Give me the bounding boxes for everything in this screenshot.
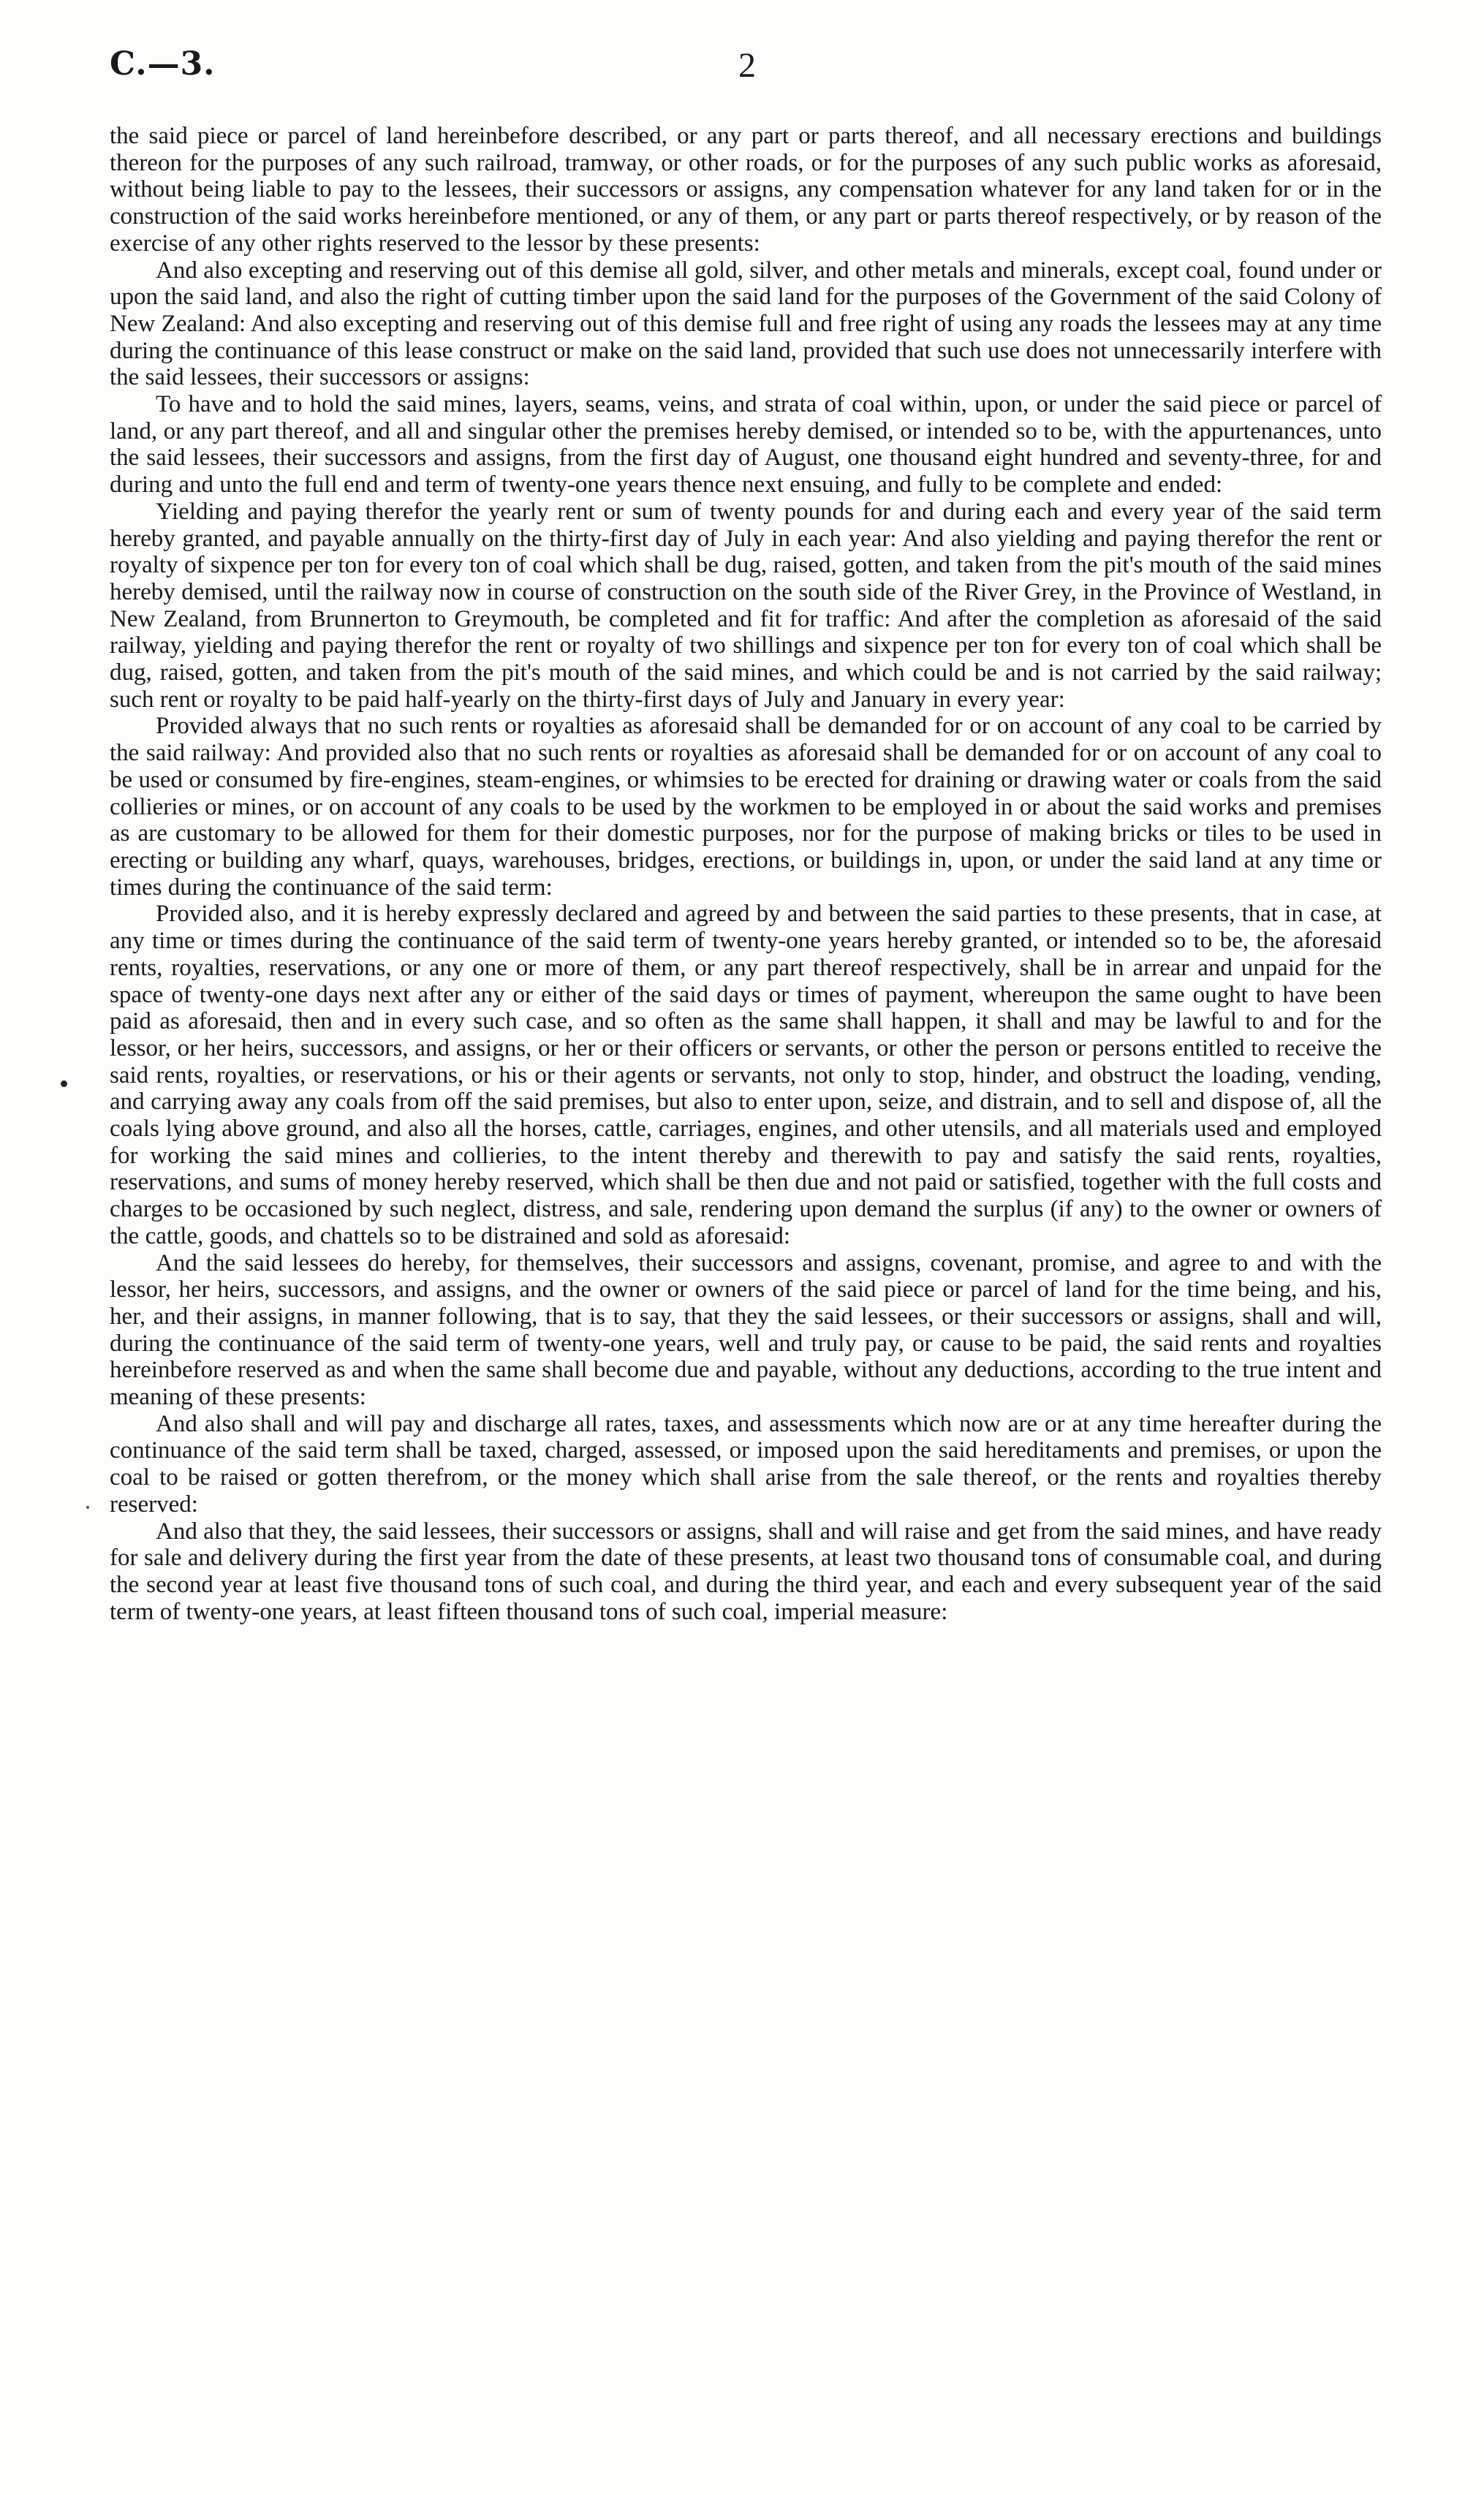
page-number: 2 [738,46,756,85]
margin-dot-mark [61,1080,67,1087]
document-code: C.—3. [110,45,216,83]
paragraph-rates-taxes: And also shall and will pay and discharge all rates, taxes, and assessments which now are or at any time hereafter during the continuance of the said term shall be taxed, charged, assessed, or imposed upon the said hereditaments and premises, or upon the coal to be raised or gotten therefrom, or the money which shall arise from the sale thereof, or the rents and royalties thereby reserved: [110,1410,1382,1518]
page-header [110,45,1382,96]
paragraph-royalty-exemptions: Provided always that no such rents or royalties as aforesaid shall be demanded for or on account of any coal to be carried by the said railway: And provided also that no such rents or royalties as aforesaid shall be demanded for or on account of any coal to be used or consumed by fire-engines, steam-engines, or whimsies to be erected for draining or drawing water or coals from the said collieries or mines, or on account of any coals to be used by the workmen to be employed in or about the said works and premises as are customary to be allowed for them for their domestic purposes, nor for the purpose of making bricks or tiles to be used in erecting or building any wharf, quays, warehouses, bridges, erections, or buildings in, upon, or under the said land at any time or times during the continuance of the said term: [110,713,1382,901]
paragraph-rent-royalty: Yielding and paying therefor the yearly rent or sum of twenty pounds for and during each and every year of the said term hereby granted, and payable annually on the thirty-first day of July in each year: And also yielding and paying therefor the rent or royalty of sixpence per ton for every ton of coal which shall be dug, raised, gotten, and taken from the pit's mouth of the said mines hereby demised, until the railway now in course of construction on the south side of the River Grey, in the Province of Westland, in New Zealand, from Brunnerton to Greymouth, be completed and fit for traffic: And after the completion as aforesaid of the said railway, yielding and paying therefor the rent or royalty of two shillings and sixpence per ton for every ton of coal which shall be dug, raised, gotten, and taken from the pit's mouth of the said mines, and which could be and is not carried by the said railway; such rent or royalty to be paid half-yearly on the thirty-first days of July and January in every year: [110,498,1382,713]
paragraph-land-reservation: the said piece or parcel of land hereinbefore described, or any part or parts thereof, and all necessary erections and buildings thereon for the purposes of any such railroad, tramway, or other roads, or for the purposes of any such public works as aforesaid, without being liable to pay to the lessees, their successors or assigns, any compensation whatever for any land taken for or in the construction of the said works hereinbefore mentioned, or any of them, or any part or parts thereof respectively, or by reason of the exercise of any other rights reserved to the lessor by these presents: [110,123,1382,257]
paragraph-distress-clause: Provided also, and it is hereby expressly declared and agreed by and between the said parties to these presents, that in case, at any time or times during the continuance of the said term of twenty-one years hereby granted, or intended so to be, the aforesaid rents, royalties, reservations, or any one or more of them, or any part thereof respectively, shall be in arrear and unpaid for the space of twenty-one days next after any or either of the said days or times of payment, whereupon the same ought to have been paid as aforesaid, then and in every such case, and so often as the same shall happen, it shall and may be lawful to and for the lessor, or her heirs, successors, and assigns, or her or their officers or servants, or other the person or persons entitled to receive the said rents, royalties, or reservations, or his or their agents or servants, not only to stop, hinder, and obstruct the loading, vending, and carrying away any coals from off the said premises, but also to enter upon, seize, and distrain, and to sell and dispose of, all the coals lying above ground, and also all the horses, cattle, carriages, engines, and other utensils, and all materials used and employed for working the said mines and collieries, to the intent thereby and therewith to pay and satisfy the said rents, royalties, reservations, and sums of money hereby reserved, which shall be then due and not paid or satisfied, together with the full costs and charges to be occasioned by such neglect, distress, and sale, rendering upon demand the surplus (if any) to the owner or owners of the cattle, goods, and chattels so to be distrained and sold as aforesaid: [110,901,1382,1249]
document-body [110,123,1382,1625]
paragraph-minerals-exception: And also excepting and reserving out of this demise all gold, silver, and other metals and minerals, except coal, found under or upon the said land, and also the right of cutting timber upon the said land for the purposes of the Government of the said Colony of New Zealand: And also excepting and reserving out of this demise full and free right of using any roads the lessees may at any time during the continuance of this lease construct or make on the said land, provided that such use does not unnecessarily interfere with the said lessees, their successors or assigns: [110,257,1382,391]
margin-dot-mark [86,1506,89,1509]
paragraph-output-requirement: And also that they, the said lessees, their successors or assigns, shall and will raise and get from the said mines, and have ready for sale and delivery during the first year from the date of these presents, at least two thousand tons of consumable coal, and during the second year at least five thousand tons of such coal, and during the third year, and each and every subsequent year of the said term of twenty-one years, at least fifteen thousand tons of such coal, imperial measure: [110,1518,1382,1625]
paragraph-habendum: To have and to hold the said mines, layers, seams, veins, and strata of coal within, upon, or under the said piece or parcel of land, or any part thereof, and all and singular other the premises hereby demised, or intended so to be, with the appurtenances, unto the said lessees, their successors and assigns, from the first day of August, one thousand eight hundred and seventy-three, for and during and unto the full end and term of twenty-one years thence next ensuing, and fully to be complete and ended: [110,391,1382,499]
paragraph-lessee-covenant: And the said lessees do hereby, for themselves, their successors and assigns, covenant, promise, and agree to and with the lessor, her heirs, successors, and assigns, and the owner or owners of the said piece or parcel of land for the time being, and his, her, and their assigns, in manner following, that is to say, that they the said lessees, or their successors or assigns, shall and will, during the continuance of the said term of twenty-one years, well and truly pay, or cause to be paid, the said rents and royalties hereinbefore reserved as and when the same shall become due and payable, without any deductions, according to the true intent and meaning of these presents: [110,1249,1382,1411]
